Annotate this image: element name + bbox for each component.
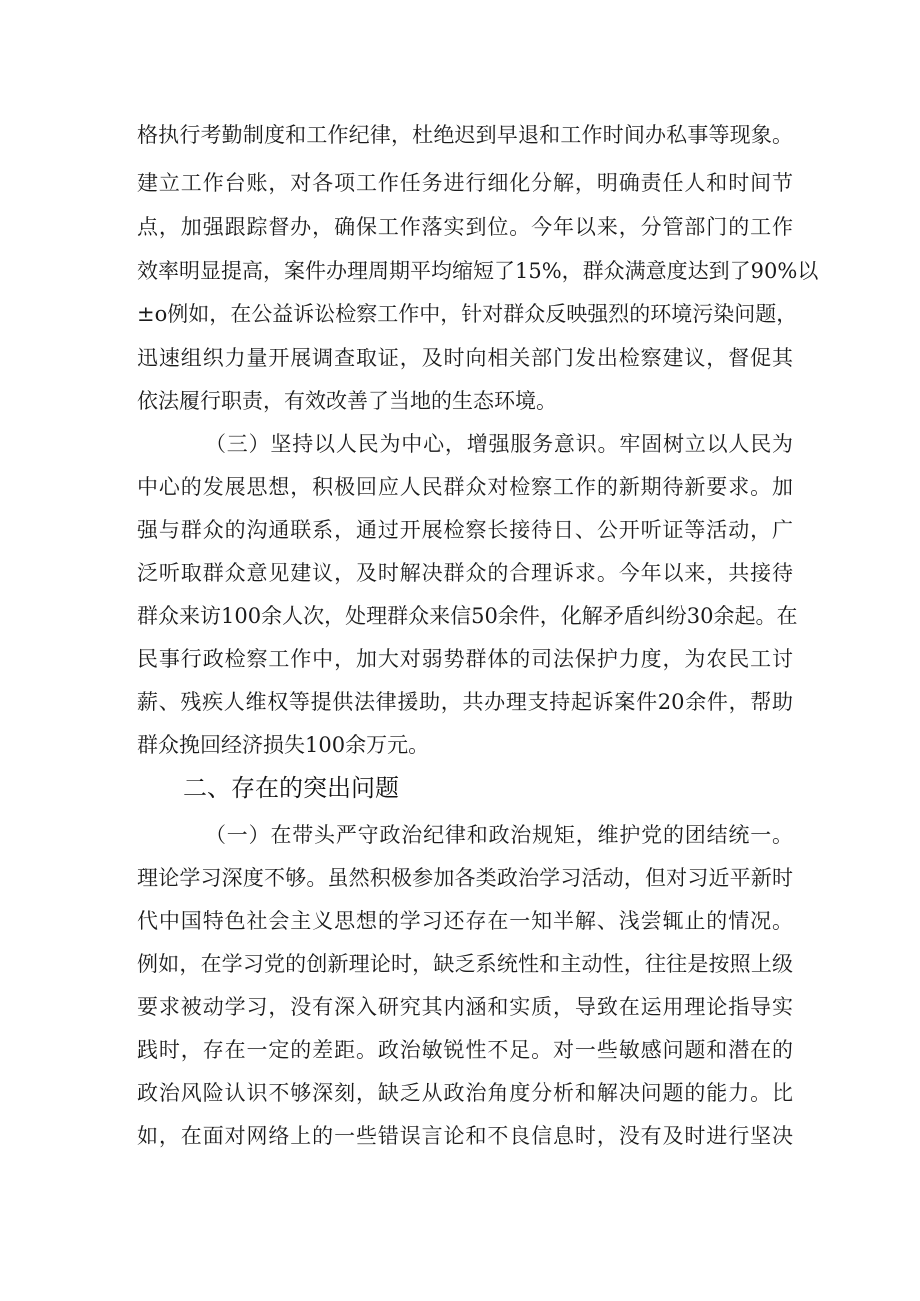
- section-heading: 二、存在的突出问题: [183, 774, 399, 802]
- paragraph-line: 格执行考勤制度和工作纪律，杜绝迟到早退和工作时间办私事等现象。: [137, 123, 793, 147]
- paragraph-line: 依法履行职责，有效改善了当地的生态环境。: [137, 389, 557, 413]
- paragraph-line: 政治风险认识不够深刻，缺乏从政治角度分析和解决问题的能力。比: [137, 1081, 793, 1105]
- paragraph-line: 践时，存在一定的差距。政治敏锐性不足。对一些敏感问题和潜在的: [137, 1038, 793, 1062]
- paragraph-line: 点，加强跟踪督办，确保工作落实到位。今年以来，分管部门的工作: [137, 215, 793, 239]
- paragraph-line: 泛听取群众意见建议，及时解决群众的合理诉求。今年以来，共接待: [137, 561, 793, 585]
- paragraph-line: 群众来访100余人次，处理群众来信50余件，化解矛盾纠纷30余起。在: [137, 604, 798, 628]
- paragraph-line: 代中国特色社会主义思想的学习还存在一知半解、浅尝辄止的情况。: [137, 909, 793, 933]
- paragraph-line: 迅速组织力量开展调查取证，及时向相关部门发出检察建议，督促其: [137, 346, 793, 370]
- paragraph-line: 例如，在学习党的创新理论时，缺乏系统性和主动性，往往是按照上级: [137, 952, 793, 976]
- paragraph-line: 强与群众的沟通联系，通过开展检察长接待日、公开听证等活动，广: [137, 518, 793, 542]
- paragraph-line: 群众挽回经济损失100余万元。: [137, 733, 430, 757]
- paragraph-line: 如，在面对网络上的一些错误言论和不良信息时，没有及时进行坚决: [137, 1124, 793, 1148]
- paragraph-line: ±o例如，在公益诉讼检察工作中，针对群众反映强烈的环境污染问题，: [137, 302, 798, 326]
- paragraph-line: 中心的发展思想，积极回应人民群众对检察工作的新期待新要求。加: [137, 475, 793, 499]
- paragraph-line: 理论学习深度不够。虽然积极参加各类政治学习活动，但对习近平新时: [137, 866, 793, 890]
- paragraph-line: 效率明显提高，案件办理周期平均缩短了15%，群众满意度达到了90%以: [137, 259, 819, 283]
- paragraph-line: （三）坚持以人民为中心，增强服务意识。牢固树立以人民为: [205, 432, 793, 456]
- paragraph-line: 民事行政检察工作中，加大对弱势群体的司法保护力度，为农民工讨: [137, 647, 793, 671]
- paragraph-line: （一）在带头严守政治纪律和政治规矩，维护党的团结统一。: [205, 823, 793, 847]
- paragraph-line: 薪、残疾人维权等提供法律援助，共办理支持起诉案件20余件，帮助: [137, 690, 793, 714]
- paragraph-line: 建立工作台账，对各项工作任务进行细化分解，明确责任人和时间节: [137, 171, 793, 195]
- paragraph-line: 要求被动学习，没有深入研究其内涵和实质，导致在运用理论指导实: [137, 995, 793, 1019]
